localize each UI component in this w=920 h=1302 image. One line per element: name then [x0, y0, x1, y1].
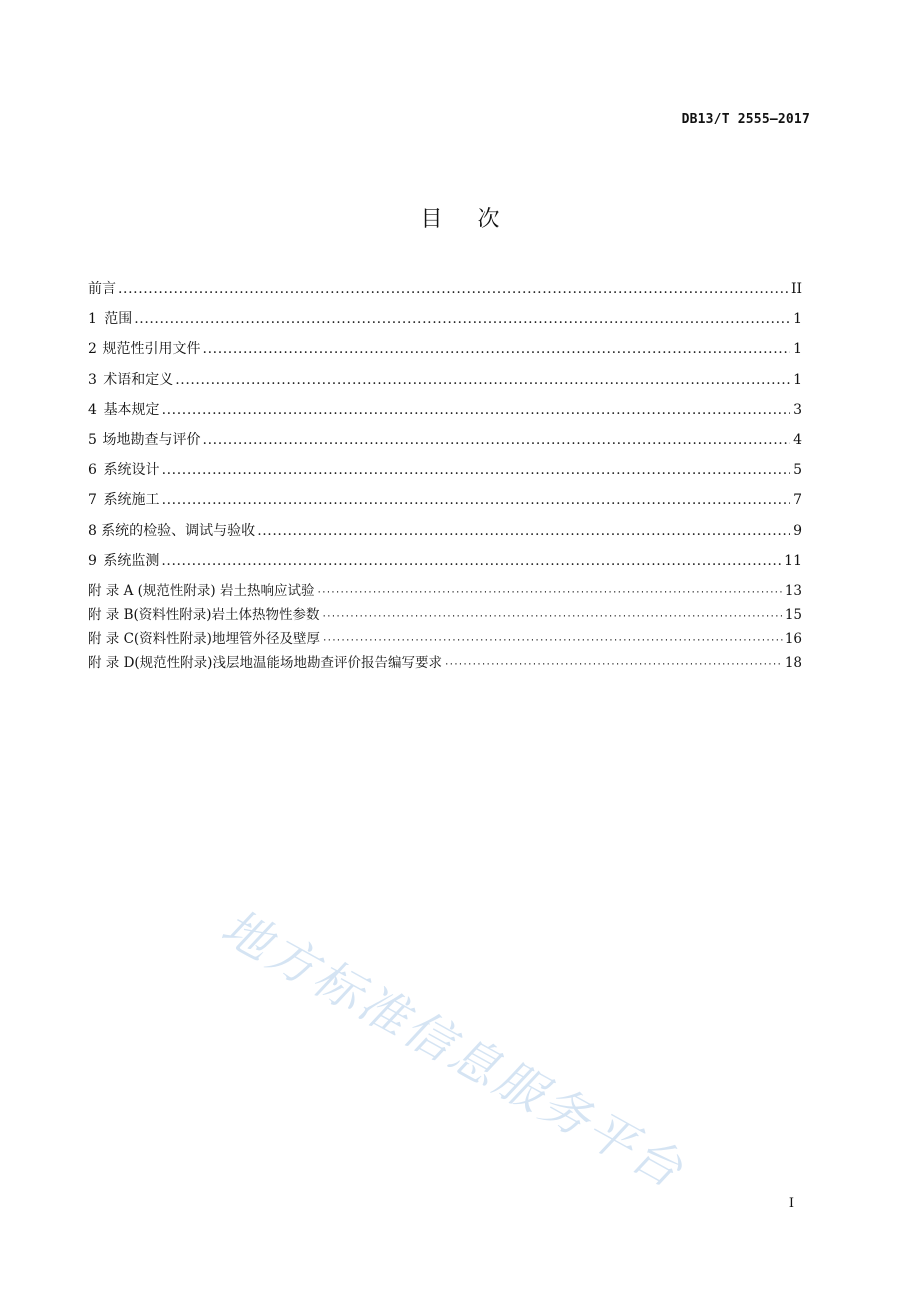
toc-entry-page: 13: [784, 582, 802, 599]
toc-entry-1[interactable]: [88, 308, 802, 338]
toc-entry-8[interactable]: [88, 520, 802, 550]
toc-entry-3[interactable]: [88, 369, 802, 399]
toc-entry-number: 2: [88, 341, 97, 358]
dot-leader: [161, 550, 782, 572]
toc-entry-label: 范围: [104, 311, 133, 328]
toc-entry-label: 规范性引用文件: [102, 341, 201, 358]
toc-title: 目 次: [420, 207, 514, 232]
toc-entry-appendix-b[interactable]: [88, 604, 802, 628]
toc-entry-label: 系统施工: [103, 492, 160, 509]
toc-entry-7[interactable]: [88, 489, 802, 519]
toc-entry-2[interactable]: [88, 338, 802, 368]
toc-entry-number: 7: [88, 492, 97, 509]
page-number: I: [788, 1196, 794, 1211]
toc-entry-5[interactable]: [88, 429, 802, 459]
toc-entry-number: 9: [88, 552, 97, 569]
toc-entry-6[interactable]: [88, 459, 802, 489]
toc-entry-page: II: [790, 281, 802, 297]
toc-entry-appendix-a[interactable]: [88, 580, 802, 604]
toc-entry-page: 16: [784, 630, 802, 647]
dot-leader: [162, 489, 790, 511]
toc-entry-label: 前言: [88, 281, 116, 297]
toc-entry-9[interactable]: [88, 550, 802, 580]
toc-entry-page: 15: [784, 606, 802, 623]
toc-entry-label: 附 录 D(规范性附录)浅层地温能场地勘查评价报告编写要求: [88, 654, 442, 671]
toc-entry-label: 基本规定: [103, 401, 160, 418]
watermark: 地方标准信息服务平台: [212, 898, 695, 1201]
dot-leader: [175, 369, 790, 391]
toc-entry-page: 1: [793, 341, 802, 358]
toc-entry-label: 系统监测: [103, 552, 160, 569]
toc-entry-label: 场地勘查与评价: [102, 431, 201, 448]
dot-leader: [162, 459, 790, 481]
toc-entry-page: 18: [784, 654, 802, 671]
dot-leader: [118, 278, 789, 300]
toc-entry-label: 附 录 C(资料性附录)地埋管外径及壁厚: [88, 630, 320, 647]
dot-leader: [134, 308, 790, 330]
toc-entry-number: 8: [88, 522, 97, 539]
dot-leader: [322, 630, 783, 652]
toc-entry-page: 5: [793, 462, 802, 479]
toc-entry-foreword[interactable]: [88, 278, 802, 308]
toc-entry-page: 3: [793, 401, 802, 418]
dot-leader: [203, 429, 790, 451]
dot-leader: [257, 520, 790, 542]
dot-leader: [316, 582, 782, 604]
dot-leader: [444, 654, 783, 676]
toc-entry-page: 4: [793, 431, 802, 448]
document-code: DB13/T 2555—2017: [681, 112, 810, 127]
toc-entry-page: 9: [793, 522, 802, 539]
toc-entry-appendix-c[interactable]: [88, 628, 802, 652]
toc-entry-label: 系统的检验、调试与验收: [101, 522, 256, 539]
toc-entry-page: 1: [793, 371, 802, 388]
toc-entry-label: 附 录 B(资料性附录)岩土体热物性参数: [88, 606, 320, 623]
toc-entry-page: 1: [793, 311, 802, 328]
toc-entry-number: 5: [88, 431, 97, 448]
dot-leader: [162, 399, 790, 421]
toc-entry-label: 附 录 A (规范性附录) 岩土热响应试验: [88, 582, 315, 599]
toc-entry-4[interactable]: [88, 399, 802, 429]
dot-leader: [203, 338, 790, 360]
table-of-contents: [88, 278, 802, 676]
toc-entry-appendix-d[interactable]: [88, 652, 802, 676]
toc-entry-number: 1: [88, 311, 97, 328]
toc-entry-label: 系统设计: [103, 462, 160, 479]
dot-leader: [322, 606, 783, 628]
toc-entry-page: 7: [793, 492, 802, 509]
toc-entry-number: 3: [88, 371, 97, 388]
toc-entry-label: 术语和定义: [103, 371, 174, 388]
toc-entry-number: 4: [88, 401, 97, 418]
toc-entry-number: 6: [88, 462, 97, 479]
toc-entry-page: 11: [784, 552, 802, 569]
